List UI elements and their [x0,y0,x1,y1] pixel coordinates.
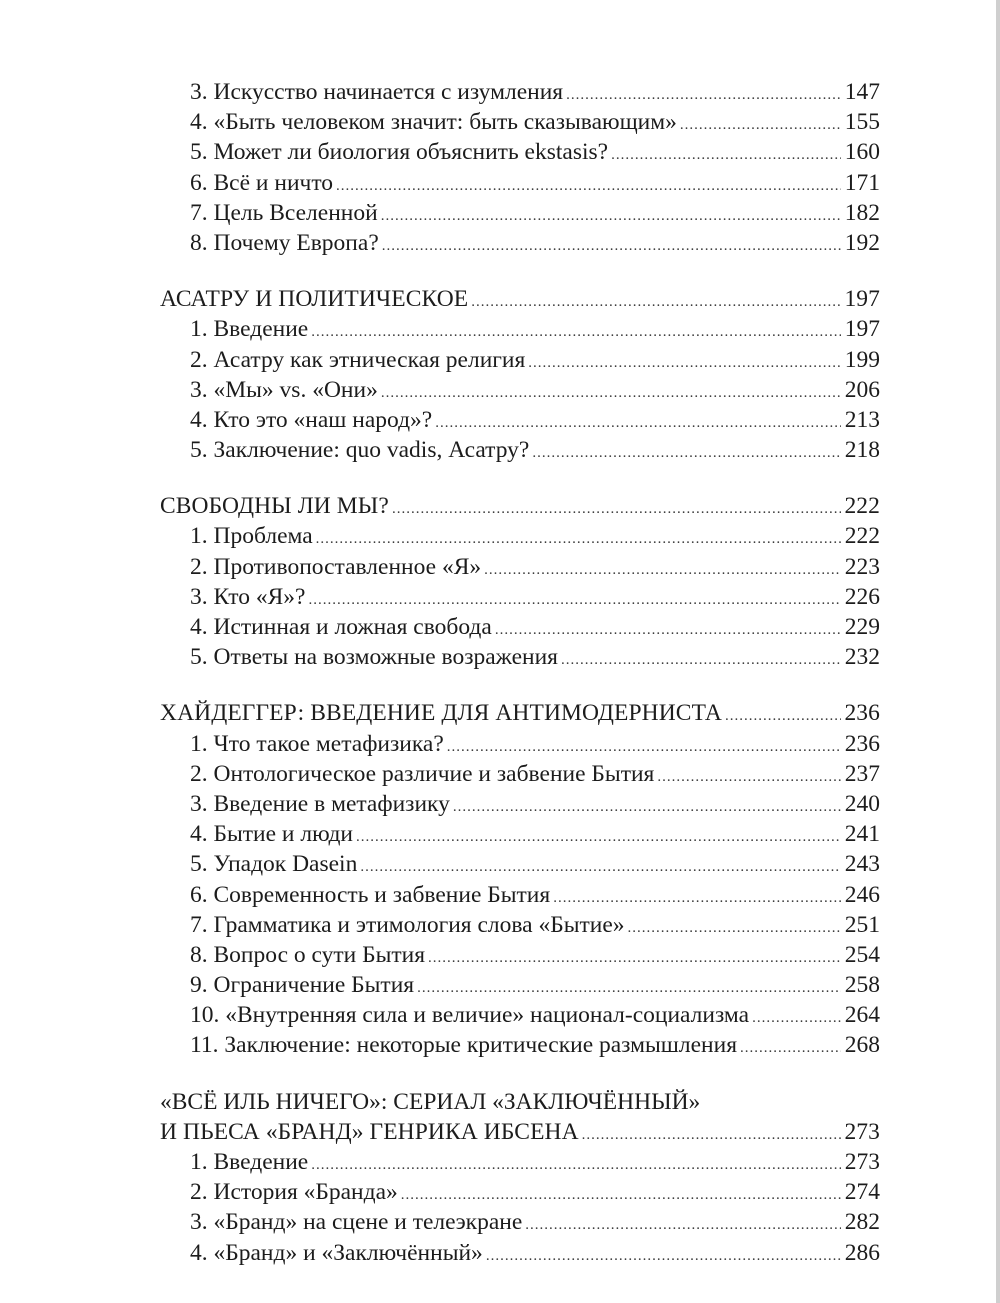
dot-leader [382,231,841,261]
toc-chapter-page: 197 [844,286,880,313]
dot-leader [311,317,841,347]
toc-entry[interactable] [160,228,880,258]
toc-chapter[interactable] [160,1117,880,1147]
toc-entry-title: 3. Кто «Я»? [190,583,306,610]
toc-entry-page: 251 [844,911,880,938]
toc-entry-title: 5. Упадок Dasein [190,851,358,878]
toc-entry[interactable] [160,940,880,970]
toc-entry-title: 1. Что такое метафизика? [190,730,444,757]
toc-entry-title: 6. Всё и ничто [190,169,334,196]
toc-chapter-title: ХАЙДЕГГЕР: ВВЕДЕНИЕ ДЛЯ АНТИМОДЕРНИСТА [160,700,722,727]
toc-entry-title: 7. Цель Вселенной [190,199,378,226]
toc-entry[interactable] [160,849,880,879]
dot-leader [495,615,841,645]
toc-chapter[interactable] [160,491,880,521]
toc-entry-title: 3. «Бранд» на сцене и телеэкране [190,1209,523,1236]
toc-entry-title: 4. «Бранд» и «Заключённый» [190,1239,483,1266]
toc-entry[interactable] [160,1238,880,1268]
dot-leader [484,555,841,585]
toc-entry-title: 1. Введение [190,316,309,343]
toc-entry[interactable] [160,819,880,849]
toc-chapter[interactable] [160,698,880,728]
dot-leader [582,1120,841,1150]
toc-entry-page: 243 [844,851,880,878]
toc-entry-page: 226 [844,583,880,610]
dot-leader [752,1003,841,1033]
toc-entry[interactable] [160,1177,880,1207]
table-of-contents [160,77,880,1294]
toc-entry[interactable] [160,198,880,228]
toc-entry-title: 1. Введение [190,1149,309,1175]
dot-leader [553,883,841,913]
toc-entry-page: 274 [844,1179,880,1206]
dot-leader [356,822,841,852]
toc-entry[interactable] [160,314,880,344]
toc-chapter-page: 236 [844,700,880,727]
toc-entry-page: 273 [844,1149,880,1175]
toc-entry-title: 4. Истинная и ложная свобода [190,614,492,640]
toc-entry-page: 147 [844,79,880,105]
toc-entry[interactable] [160,910,880,940]
dot-leader [657,762,841,792]
toc-entry-title: 9. Ограничение Бытия [190,972,415,999]
dot-leader [680,110,841,140]
toc-entry[interactable] [160,107,880,137]
toc-section-asatru [160,284,880,465]
dot-leader [532,438,841,468]
toc-entry[interactable] [160,405,880,435]
toc-entry-title: 2. Асатру как этническая религия [190,346,526,373]
dot-leader [401,1180,841,1210]
toc-entry-page: 241 [844,821,880,848]
toc-entry[interactable] [160,642,880,672]
toc-chapter-page: 273 [844,1118,880,1145]
toc-entry[interactable] [160,1030,880,1060]
dot-leader [611,140,841,170]
toc-entry-page: 268 [844,1032,880,1059]
toc-entry[interactable] [160,970,880,1000]
toc-entry-page: 218 [844,437,880,464]
toc-chapter-title: И ПЬЕСА «БРАНД» ГЕНРИКА ИБСЕНА [160,1118,579,1145]
toc-chapter-page: 222 [844,493,880,520]
toc-entry-title: 2. Противопоставленное «Я» [190,553,482,580]
toc-entry-title: 4. Бытие и люди [190,821,354,848]
dot-leader [316,524,841,554]
toc-entry[interactable] [160,582,880,612]
toc-entry[interactable] [160,345,880,375]
toc-entry-page: 240 [844,790,880,817]
toc-entry-title: 4. «Быть человеком значит: быть сказывающим» [190,109,677,136]
dot-leader [435,408,841,438]
toc-entry-title: 10. «Внутренняя сила и величие» национал-социализма [190,1002,750,1029]
toc-entry-title: 5. Может ли биология объяснить ekstasis? [190,139,609,166]
toc-entry[interactable] [160,375,880,405]
toc-entry[interactable] [160,435,880,465]
dot-leader [525,1210,841,1240]
toc-entry-page: 197 [844,316,880,343]
toc-entry-title: 2. История «Бранда» [190,1179,398,1206]
toc-chapter-title: СВОБОДНЫ ЛИ МЫ? [160,493,389,520]
dot-leader [561,645,841,675]
toc-entry[interactable] [160,612,880,642]
page-edge [996,0,1000,1303]
toc-entry-page: 213 [844,406,880,433]
toc-entry[interactable] [160,137,880,167]
toc-entry[interactable] [160,759,880,789]
toc-entry-page: 171 [844,169,880,196]
toc-entry[interactable] [160,729,880,759]
toc-chapter[interactable] [160,284,880,314]
toc-entry-title: 8. Вопрос о сути Бытия [190,941,426,968]
toc-section-brand [160,1087,880,1268]
toc-section-continued [160,77,880,258]
toc-entry-title: 3. «Мы» vs. «Они» [190,376,378,403]
dot-leader [628,913,841,943]
dot-leader [740,1033,841,1063]
toc-entry-title: 11. Заключение: некоторые критические размышления [190,1032,738,1059]
toc-entry-title: 5. Ответы на возможные возражения [190,644,558,671]
toc-entry-page: 182 [844,199,880,226]
toc-entry-title: 2. Онтологическое различие и забвение Бытия [190,760,655,787]
toc-entry-page: 206 [844,376,880,403]
toc-entry[interactable] [160,168,880,198]
toc-entry-page: 286 [844,1239,880,1266]
toc-entry[interactable] [160,77,880,107]
toc-entry-title: 3. Введение в метафизику [190,790,450,817]
dot-leader [417,973,841,1003]
toc-entry-page: 232 [844,644,880,671]
dot-leader [308,585,841,615]
dot-leader [336,171,841,201]
dot-leader [311,1150,841,1180]
toc-entry-title: 4. Кто это «наш народ»? [190,406,433,433]
toc-entry[interactable] [160,1147,880,1177]
toc-entry[interactable] [160,521,880,551]
toc-entry-page: 236 [844,730,880,757]
toc-entry-page: 199 [844,346,880,373]
toc-entry-page: 282 [844,1209,880,1236]
toc-entry-title: 6. Современность и забвение Бытия [190,881,551,908]
toc-entry-title: 1. Проблема [190,523,313,550]
toc-entry[interactable] [160,1207,880,1237]
dot-leader [528,348,841,378]
toc-entry[interactable] [160,552,880,582]
toc-entry-title: 3. Искусство начинается с изумления [190,79,564,105]
dot-leader [428,943,841,973]
toc-entry[interactable] [160,880,880,910]
dot-leader [486,1241,841,1271]
toc-entry-page: 222 [844,523,880,550]
dot-leader [381,201,841,231]
toc-chapter-title: АСАТРУ И ПОЛИТИЧЕСКОЕ [160,286,469,313]
toc-entry-page: 237 [844,760,880,787]
toc-chapter-title-line1[interactable]: «ВСЁ ИЛЬ НИЧЕГО»: СЕРИАЛ «ЗАКЛЮЧЁННЫЙ» [160,1088,701,1115]
toc-entry-title: 8. Почему Европа? [190,229,379,256]
toc-entry-page: 192 [844,229,880,256]
dot-leader [453,792,841,822]
dot-leader [566,80,841,110]
toc-entry-page: 264 [844,1002,880,1029]
toc-entry-title: 5. Заключение: quo vadis, Асатру? [190,437,530,464]
dot-leader [447,732,841,762]
toc-entry-page: 155 [844,109,880,136]
toc-entry-page: 160 [844,139,880,166]
dot-leader [471,287,841,317]
toc-entry-page: 258 [844,972,880,999]
toc-section-heidegger [160,698,880,1060]
toc-entry[interactable] [160,1000,880,1030]
dot-leader [392,494,841,524]
toc-entry-title: 7. Грамматика и этимология слова «Бытие» [190,911,625,938]
toc-entry-page: 246 [844,881,880,908]
dot-leader [360,852,841,882]
toc-entry-page: 254 [844,941,880,968]
toc-entry-page: 229 [844,614,880,640]
toc-section-freedom [160,491,880,672]
toc-entry-page: 223 [844,553,880,580]
dot-leader [725,701,841,731]
toc-entry[interactable] [160,789,880,819]
dot-leader [381,378,841,408]
